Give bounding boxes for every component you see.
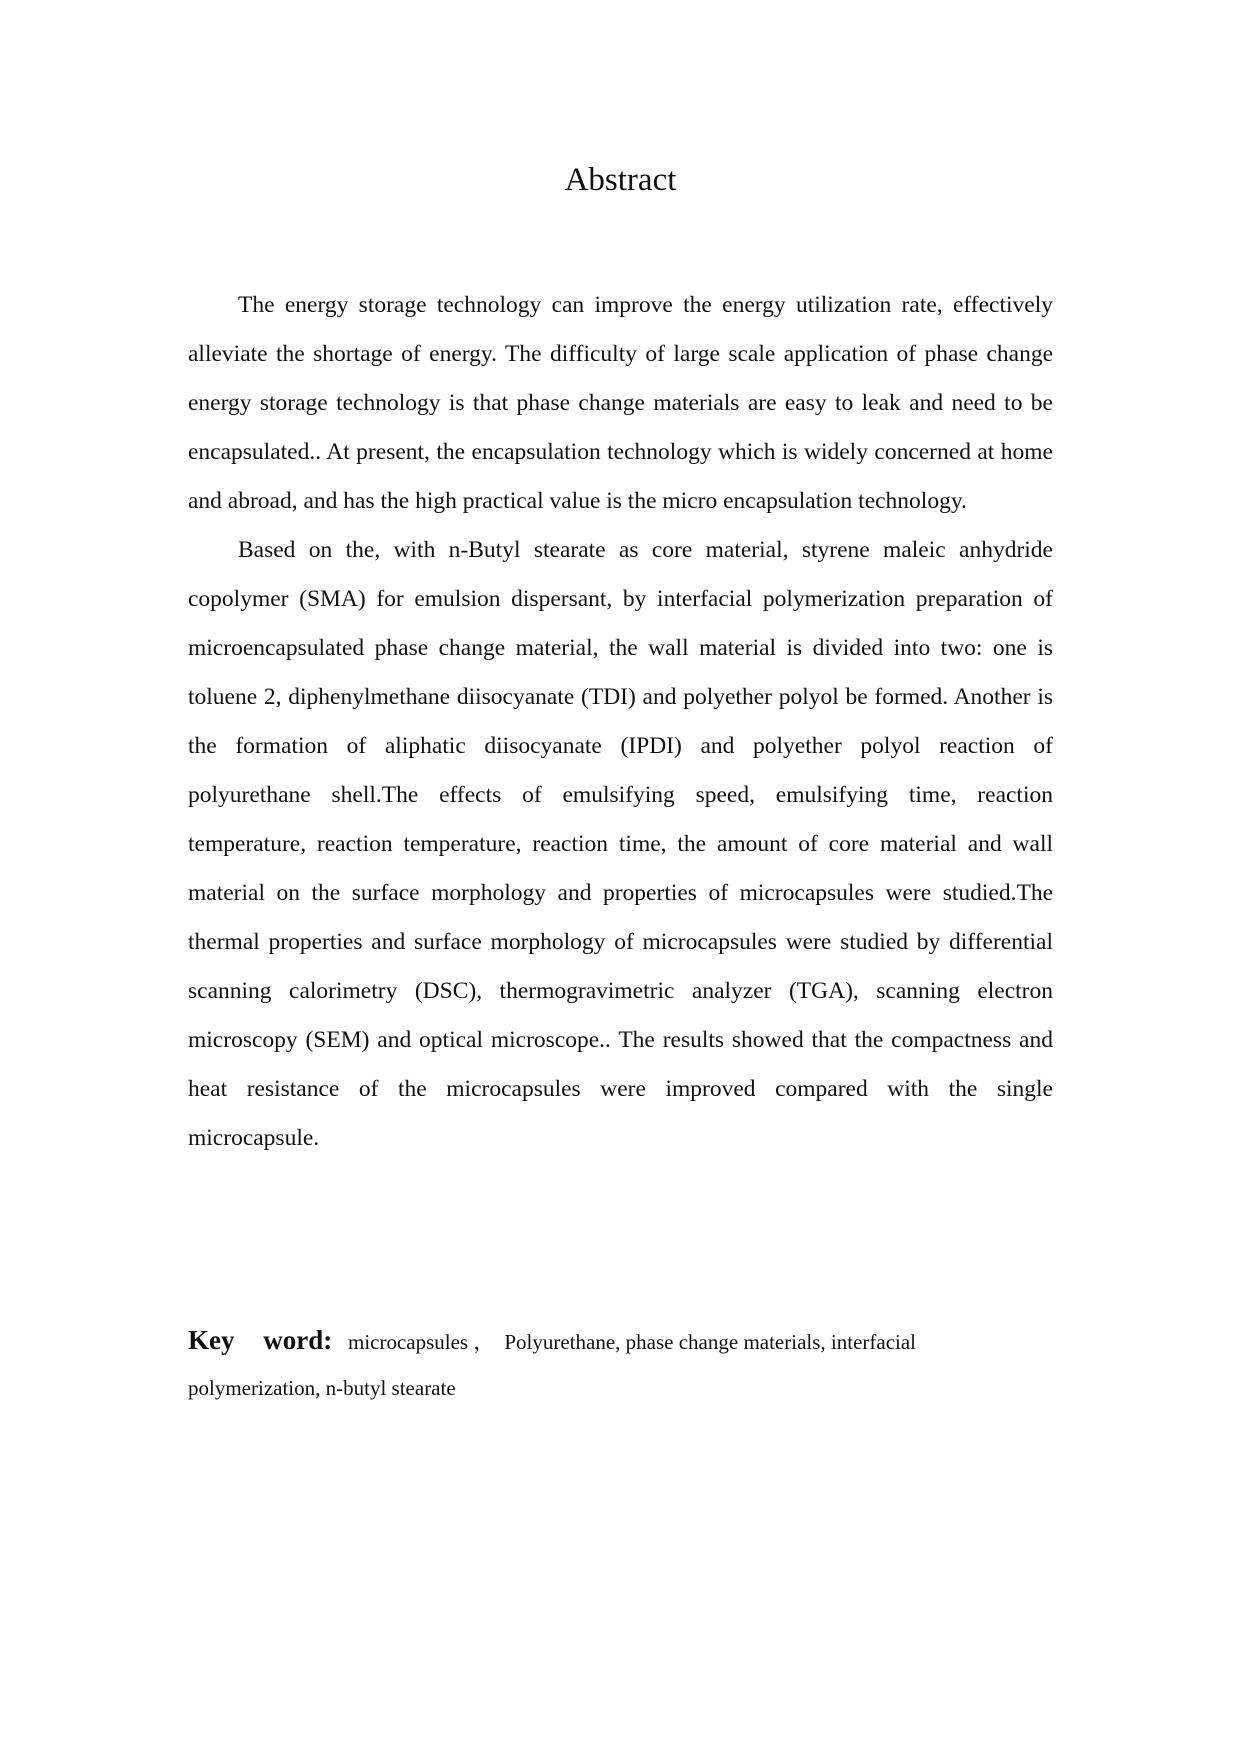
abstract-paragraph-1: The energy storage technology can improve the energy utilization rate, effectively alleviate the shortage of energy. The difficulty of large scale application of phase change energy storage technology is that phase change materials are easy to leak and need to be encapsulated.. At present, the encapsulation technology which is widely concerned at home and abroad, and has the high practical value is the micro encapsulation technology. — [188, 292, 1053, 514]
keyword-first: microcapsules — [347, 1330, 469, 1354]
abstract-paragraph-2: Based on the, with n-Butyl stearate as core material, styrene maleic anhydride copolymer (SMA) for emulsion dispersant, by interfacial polymerization preparation of microencapsulated phase change material, the wall material is divided into two: one is toluene 2, diphenylmethane diisocyanate (TDI) and polyether polyol be formed. Another is the formation of aliphatic diisocyanate (IPDI) and polyether polyol reaction of polyurethane shell.The effects of emulsifying speed, emulsifying time, reaction temperature, reaction temperature, reaction time, the amount of core material and wall material on the surface morphology and properties of microcapsules were studied.The thermal properties and surface morphology of microcapsules were studied by differential scanning calorimetry (DSC), thermogravimetric analyzer (TGA), scanning electron microscopy (SEM) and optical microscope.. The results showed that the compactness and heat resistance of the microcapsules were improved compared with the single microcapsule. — [188, 537, 1053, 1151]
keywords-block — [188, 1317, 1053, 1411]
keywords-label: Key word: — [188, 1325, 333, 1355]
abstract-body — [188, 281, 1053, 1163]
keyword-separator: ， — [473, 1330, 495, 1354]
page-title: Abstract — [564, 162, 677, 198]
keywords-rest: Polyurethane, phase change materials, interfacial polymerization, n-butyl stearate — [188, 1330, 917, 1400]
